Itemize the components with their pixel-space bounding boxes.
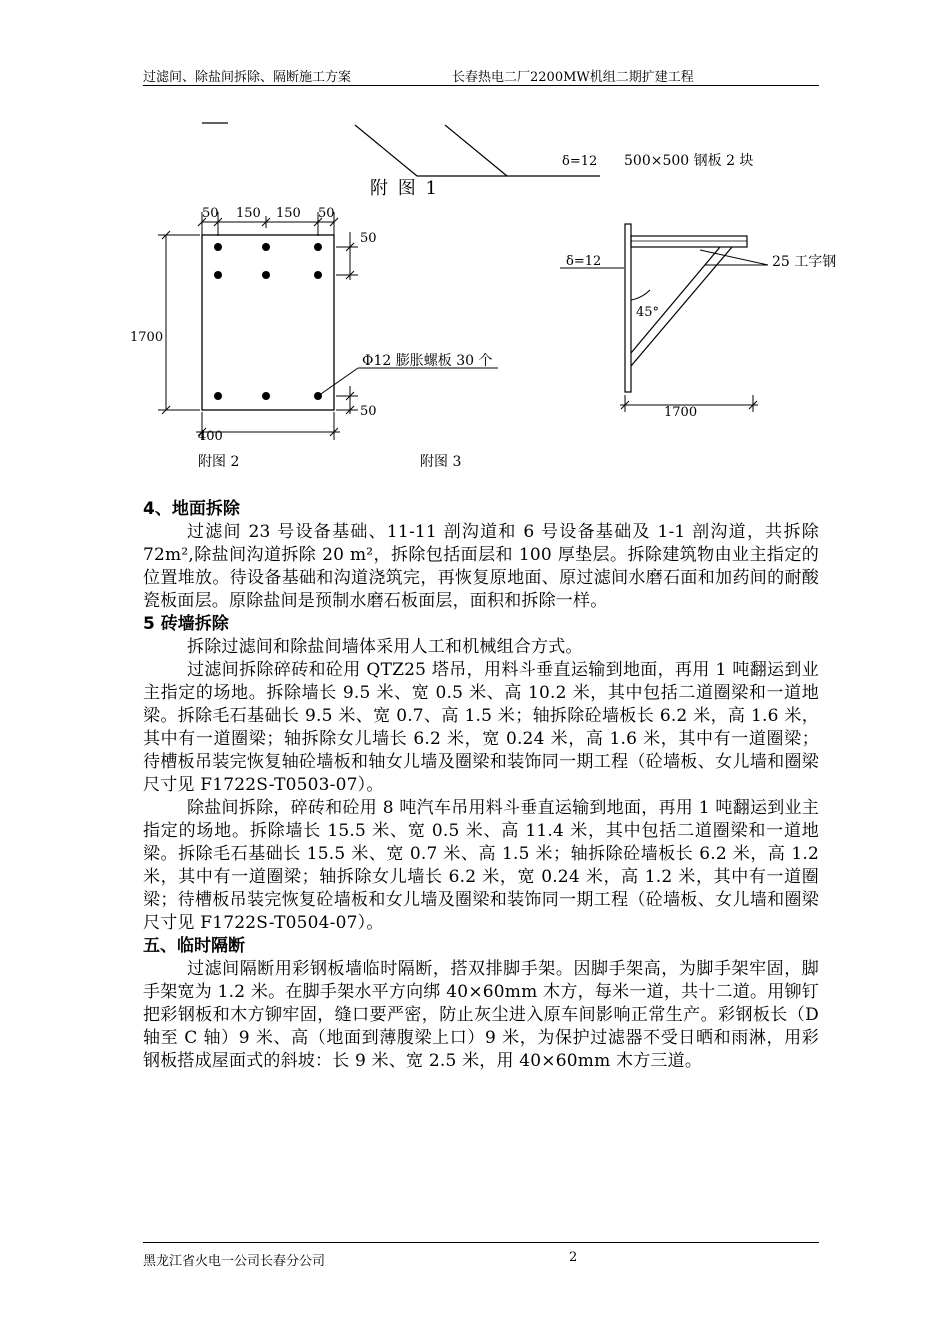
- section-heading: 4、地面拆除: [143, 499, 240, 519]
- footer-company: 黑龙江省火电一公司长春分公司: [143, 1254, 326, 1269]
- fig2-dim-right-bottom: 50: [360, 404, 377, 419]
- bolt: [314, 271, 322, 279]
- header-left: 过滤间、除盐间拆除、隔断施工方案: [143, 70, 352, 85]
- fig2-dim-top-4: 50: [318, 206, 335, 221]
- bolt: [262, 271, 270, 279]
- document-body: [143, 498, 819, 1073]
- fig3-delta-label: δ=12: [566, 254, 602, 269]
- fig1-delta-label: δ=12: [562, 154, 598, 169]
- paragraph: 拆除过滤间和除盐间墙体采用人工和机械组合方式。: [187, 637, 583, 657]
- fig1-caption: 附 图 1: [370, 178, 439, 199]
- bolt: [314, 243, 322, 251]
- fig2-dim-top-3: 150: [276, 206, 301, 221]
- figures: [0, 0, 950, 480]
- paragraph: 除盐间拆除，碎砖和砼用 8 吨汽车吊用料斗垂直运输到地面，再用 1 吨翻运到业主指定的场地。拆除墙长 15.5 米、宽 0.5 米、高 11.4 米，其中包括二道圈梁和一道地梁。拆除毛石基础长 15.5 米、宽 0.7 米、高 1.5 米；轴拆除砼墙板长 6.2 米，高 1.2 米，其中有一道圈梁；轴拆除女儿墙长 6.2 米，宽 0.24 米，高 1.2 米，其中有一道圈梁；待槽板吊装完恢复砼墙板和女儿墙及圈梁和装饰同一期工程（砼墙板、女儿墙和圈梁尺寸见 F1722S-T0504-07）。: [143, 798, 819, 933]
- header-right: 长春热电二厂2200MW机组二期扩建工程: [452, 70, 694, 85]
- bolt: [214, 271, 222, 279]
- section-brick-wall-demolition: [143, 613, 819, 935]
- bolt: [314, 392, 322, 400]
- section-heading: 5 砖墙拆除: [143, 614, 229, 634]
- figure-1: [202, 123, 753, 199]
- paragraph: 过滤间 23 号设备基础、11-11 剖沟道和 6 号设备基础及 1-1 剖沟道，共拆除 72m²,除盐间沟道拆除 20 m²，拆除包括面层和 100 厚垫层。拆除建筑物由业主指定的位置堆放。待设备基础和沟道浇筑完，再恢复原地面、原过滤间水磨石面和加药间的耐酸瓷板面层。原除盐间是预制水磨石板面层，面积和拆除一样。: [143, 522, 819, 611]
- fig3-beam-label: 25 工字钢: [772, 254, 837, 270]
- figure-2-bolts: [214, 243, 322, 400]
- figure-2: [158, 212, 498, 440]
- fig2-bolt-label: Φ12 膨胀螺板 30 个: [362, 353, 493, 369]
- figure-3: [560, 224, 768, 412]
- fig2-dim-width: 400: [198, 429, 223, 444]
- fig2-dim-top-1: 50: [202, 206, 219, 221]
- fig3-dim-bottom: 1700: [664, 405, 698, 420]
- bolt: [214, 243, 222, 251]
- fig3-angle-label: 45°: [636, 305, 660, 320]
- fig2-dim-right-top: 50: [360, 231, 377, 246]
- fig3-caption: 附图 3: [420, 454, 462, 470]
- section-temporary-partition: [143, 935, 819, 1073]
- fig1-plate-label: 500×500 钢板 2 块: [624, 153, 754, 169]
- footer-rule: [143, 1242, 819, 1243]
- bolt: [262, 392, 270, 400]
- bolt: [214, 392, 222, 400]
- fig2-dim-height: 1700: [130, 330, 164, 345]
- fig2-dim-top-2: 150: [236, 206, 261, 221]
- bolt: [262, 243, 270, 251]
- section-heading: 五、临时隔断: [143, 936, 245, 956]
- page-number: 2: [569, 1250, 578, 1265]
- fig2-caption: 附图 2: [198, 454, 240, 470]
- section-floor-demolition: [143, 498, 819, 613]
- paragraph: 过滤间隔断用彩钢板墙临时隔断，搭双排脚手架。因脚手架高，为脚手架牢固，脚手架宽为 1.2 米。在脚手架水平方向绑 40×60mm 木方，每米一道，共十二道。用铆钉把彩钢板和木方铆牢固，缝口要严密，防止灰尘进入原车间影响正常生产。彩钢板长（D 轴至 C 轴）9 米、高（地面到薄腹梁上口）9 米，为保护过滤器不受日晒和雨淋，用彩钢板搭成屋面式的斜坡：长 9 米、宽 2.5 米，用 40×60mm 木方三道。: [143, 959, 819, 1071]
- paragraph: 过滤间拆除碎砖和砼用 QTZ25 塔吊，用料斗垂直运输到地面，再用 1 吨翻运到业主指定的场地。拆除墙长 9.5 米、宽 0.5 米、高 10.2 米，其中包括二道圈梁和一道地梁。拆除毛石基础长 9.5 米、宽 0.7、高 1.5 米；轴拆除砼墙板长 6.2 米，高 1.6 米，其中有一道圈梁；轴拆除女儿墙长 6.2 米，宽 0.24 米，高 1.6 米，其中有一道圈梁；待槽板吊装完恢复轴砼墙板和轴女儿墙及圈梁和装饰同一期工程（砼墙板、女儿墙和圈梁尺寸见 F1722S-T0503-07）。: [143, 660, 819, 795]
